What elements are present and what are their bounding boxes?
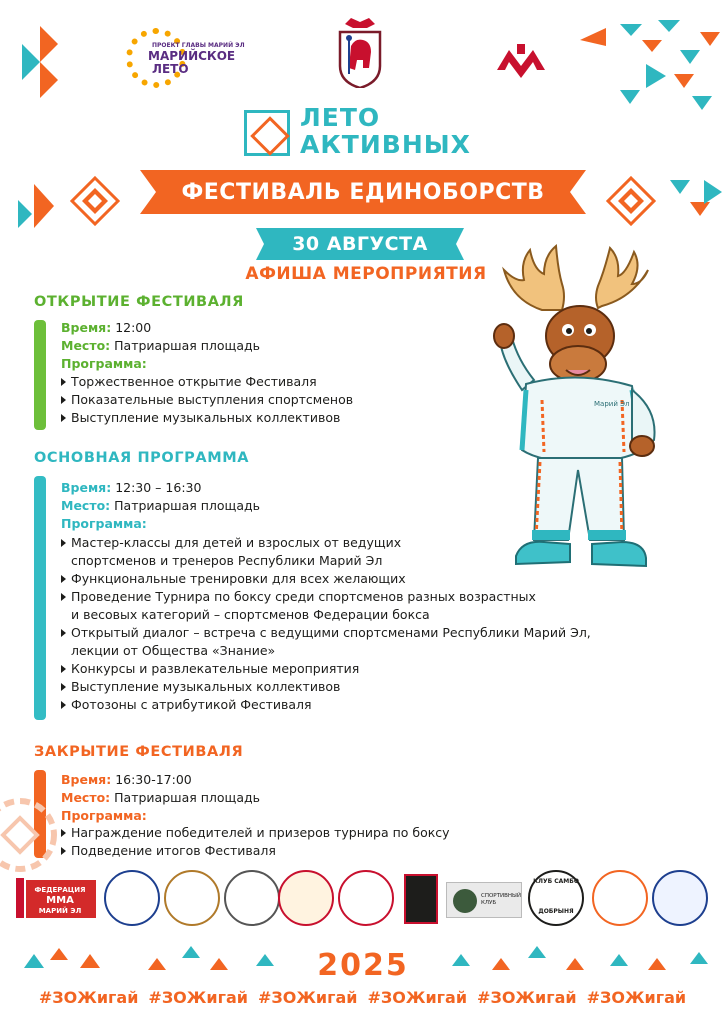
list-item: Выступление музыкальных коллективов (61, 678, 340, 696)
list-item-continuation: лекции от Общества «Знание» (71, 643, 276, 658)
sponsor-logo-sport-club (446, 882, 522, 918)
list-item: Функциональные тренировки для всех желающих (61, 570, 406, 588)
corner-ornament-top-right (580, 20, 725, 120)
coat-of-arms-icon (337, 18, 383, 88)
hashtag-row (0, 988, 725, 1007)
list-item: Фотозоны с атрибутикой Фестиваля (61, 696, 312, 714)
list-item: Выступление музыкальных коллективов (61, 409, 340, 427)
leto-aktivnyh-emblem-icon (244, 110, 290, 156)
side-triangles-left (14, 176, 74, 236)
closing-program-label: Программа: (61, 808, 147, 823)
moose-mascot-illustration (482, 240, 690, 585)
main-program-label: Программа: (61, 516, 147, 531)
mma-logo-line2: ММА (46, 895, 74, 906)
afisha-subtitle: АФИША МЕРОПРИЯТИЯ (245, 264, 487, 284)
section-heading-main: ОСНОВНАЯ ПРОГРАММА (34, 450, 250, 466)
mari-symbol-icon (493, 40, 549, 80)
mma-federation-logo (14, 872, 98, 924)
section-bar-opening (34, 320, 46, 430)
opening-time: Время: 12:00 (61, 320, 152, 335)
list-item: Подведение итогов Фестиваля (61, 842, 276, 860)
sponsor-logo-sambo: КЛУБ САМБО ДОБРЫНЯ (528, 870, 584, 926)
closing-time: Время: 16:30-17:00 (61, 772, 192, 787)
leto-logo-caption: ПРОЕКТ ГЛАВЫ МАРИЙ ЭЛ (152, 42, 245, 49)
list-item: Конкурсы и развлекательные мероприятия (61, 660, 359, 678)
list-item-continuation: и весовых категорий – спортсменов Федерации бокса (71, 607, 430, 622)
sport-club-text: СПОРТИВНЫЙ КЛУБ (481, 893, 521, 906)
section-heading-closing: ЗАКРЫТИЕ ФЕСТИВАЛЯ (34, 744, 244, 760)
list-item: Мастер-классы для детей и взрослых от ведущих (61, 534, 401, 552)
list-item: Показательные выступления спортсменов (61, 391, 353, 409)
list-item: Проведение Турнира по боксу среди спортсменов разных возрастных (61, 588, 536, 606)
section-heading-opening: ОТКРЫТИЕ ФЕСТИВАЛЯ (34, 294, 244, 310)
sport-club-icon (453, 889, 477, 913)
main-time: Время: 12:30 – 16:30 (61, 480, 202, 495)
faded-emblem-watermark (0, 790, 60, 880)
main-place: Место: Патриаршая площадь (61, 498, 260, 513)
side-triangles-right (660, 172, 725, 232)
mma-logo-line3: МАРИЙ ЭЛ (38, 907, 82, 915)
sponsor-logo-orange (592, 870, 648, 926)
sponsor-logo-russia (652, 870, 708, 926)
hashtag: #ЗОЖигай (477, 988, 577, 1007)
sponsor-logo-kickboxing (224, 870, 280, 926)
opening-place: Место: Патриаршая площадь (61, 338, 260, 353)
sponsor-logo-wrestling (338, 870, 394, 926)
side-ornament-right (606, 176, 656, 226)
list-item: Открытый диалог – встреча с ведущими спортсменами Республики Марий Эл, (61, 624, 591, 642)
section-bar-main (34, 476, 46, 720)
marijskoe-leto-logo (126, 28, 245, 88)
sponsor-logo-black (404, 874, 438, 924)
list-item-continuation: спортсменов и тренеров Республики Марий Эл (71, 553, 383, 568)
list-item: Награждение победителей и призеров турнира по боксу (61, 824, 450, 842)
event-date: 30 АВГУСТА (292, 233, 428, 255)
hashtag: #ЗОЖигай (257, 988, 358, 1007)
sponsor-logo-karate (278, 870, 334, 926)
list-item: Торжественное открытие Фестиваля (61, 373, 317, 391)
closing-place: Место: Патриаршая площадь (61, 790, 260, 805)
side-ornament-left (70, 176, 120, 226)
leto-aktivnyh-title: ЛЕТО АКТИВНЫХ (300, 103, 471, 159)
festival-title: ФЕСТИВАЛЬ ЕДИНОБОРСТВ (181, 179, 545, 205)
hashtag: #ЗОЖигай (148, 988, 248, 1007)
year: 2025 (317, 948, 409, 983)
sponsor-logo-boxing (164, 870, 220, 926)
mascot-badge-text: Марий Эл (594, 400, 630, 408)
mma-logo-line1: ФЕДЕРАЦИЯ (34, 886, 86, 894)
corner-ornament-top-left (0, 0, 70, 110)
opening-program-label: Программа: (61, 356, 147, 371)
hashtag: #ЗОЖигай (38, 988, 139, 1007)
sponsor-logo-federation (104, 870, 160, 926)
hashtag: #ЗОЖигай (586, 988, 687, 1007)
leto-logo-title: МАРИЙСКОЕ ЛЕТО (148, 49, 236, 76)
hashtag: #ЗОЖигай (367, 988, 468, 1007)
